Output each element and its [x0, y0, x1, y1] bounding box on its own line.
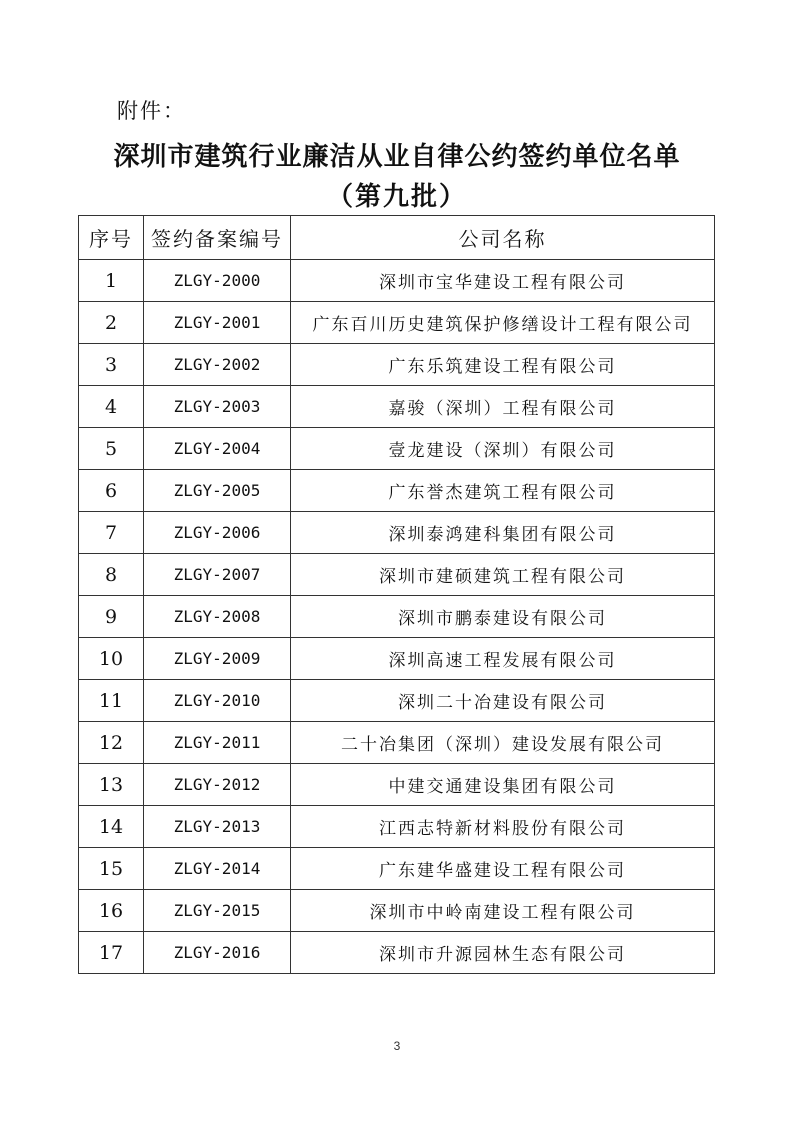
row-index: 7 [79, 512, 144, 554]
row-index: 13 [79, 764, 144, 806]
row-index: 3 [79, 344, 144, 386]
signatory-table [78, 215, 715, 974]
document-title: 深圳市建筑行业廉洁从业自律公约签约单位名单 [113, 142, 681, 172]
row-company: 广东乐筑建设工程有限公司 [291, 344, 715, 386]
row-code: ZLGY-2013 [144, 806, 291, 848]
table-row [79, 932, 715, 974]
row-code: ZLGY-2005 [144, 470, 291, 512]
row-code: ZLGY-2015 [144, 890, 291, 932]
row-company: 深圳泰鸿建科集团有限公司 [291, 512, 715, 554]
row-company: 深圳市建硕建筑工程有限公司 [291, 554, 715, 596]
row-company: 嘉骏（深圳）工程有限公司 [291, 386, 715, 428]
row-index: 16 [79, 890, 144, 932]
table-row [79, 512, 715, 554]
header-index: 序号 [79, 216, 144, 260]
row-index: 4 [79, 386, 144, 428]
row-company: 深圳市中岭南建设工程有限公司 [291, 890, 715, 932]
table-row [79, 848, 715, 890]
row-code: ZLGY-2000 [144, 260, 291, 302]
table-row [79, 596, 715, 638]
document-subtitle: （第九批） [326, 182, 467, 212]
row-company: 深圳市宝华建设工程有限公司 [291, 260, 715, 302]
row-company: 壹龙建设（深圳）有限公司 [291, 428, 715, 470]
table-row [79, 722, 715, 764]
table-row [79, 680, 715, 722]
header-code: 签约备案编号 [144, 216, 291, 260]
row-index: 17 [79, 932, 144, 974]
row-code: ZLGY-2010 [144, 680, 291, 722]
row-index: 8 [79, 554, 144, 596]
row-index: 6 [79, 470, 144, 512]
row-company: 深圳市鹏泰建设有限公司 [291, 596, 715, 638]
row-company: 中建交通建设集团有限公司 [291, 764, 715, 806]
table-row [79, 806, 715, 848]
row-company: 广东誉杰建筑工程有限公司 [291, 470, 715, 512]
row-company: 江西志特新材料股份有限公司 [291, 806, 715, 848]
row-index: 12 [79, 722, 144, 764]
header-company: 公司名称 [291, 216, 715, 260]
row-code: ZLGY-2002 [144, 344, 291, 386]
row-index: 2 [79, 302, 144, 344]
row-index: 11 [79, 680, 144, 722]
table-row [79, 344, 715, 386]
row-index: 10 [79, 638, 144, 680]
row-code: ZLGY-2001 [144, 302, 291, 344]
row-code: ZLGY-2016 [144, 932, 291, 974]
row-company: 广东百川历史建筑保护修缮设计工程有限公司 [291, 302, 715, 344]
row-code: ZLGY-2011 [144, 722, 291, 764]
table-row [79, 638, 715, 680]
table-row [79, 890, 715, 932]
row-company: 深圳市升源园林生态有限公司 [291, 932, 715, 974]
table-row [79, 260, 715, 302]
table-row [79, 302, 715, 344]
page-number: 3 [393, 1039, 401, 1053]
row-code: ZLGY-2014 [144, 848, 291, 890]
row-code: ZLGY-2012 [144, 764, 291, 806]
table-row [79, 428, 715, 470]
row-index: 5 [79, 428, 144, 470]
row-code: ZLGY-2007 [144, 554, 291, 596]
row-company: 深圳高速工程发展有限公司 [291, 638, 715, 680]
row-index: 1 [79, 260, 144, 302]
table-row [79, 764, 715, 806]
row-company: 广东建华盛建设工程有限公司 [291, 848, 715, 890]
table-header-row [79, 216, 715, 260]
row-index: 15 [79, 848, 144, 890]
row-code: ZLGY-2003 [144, 386, 291, 428]
row-code: ZLGY-2008 [144, 596, 291, 638]
row-code: ZLGY-2009 [144, 638, 291, 680]
attachment-label: 附件： [117, 99, 186, 123]
row-company: 二十冶集团（深圳）建设发展有限公司 [291, 722, 715, 764]
row-code: ZLGY-2006 [144, 512, 291, 554]
row-company: 深圳二十冶建设有限公司 [291, 680, 715, 722]
table-row [79, 554, 715, 596]
row-index: 14 [79, 806, 144, 848]
table-row [79, 470, 715, 512]
table-row [79, 386, 715, 428]
row-code: ZLGY-2004 [144, 428, 291, 470]
row-index: 9 [79, 596, 144, 638]
